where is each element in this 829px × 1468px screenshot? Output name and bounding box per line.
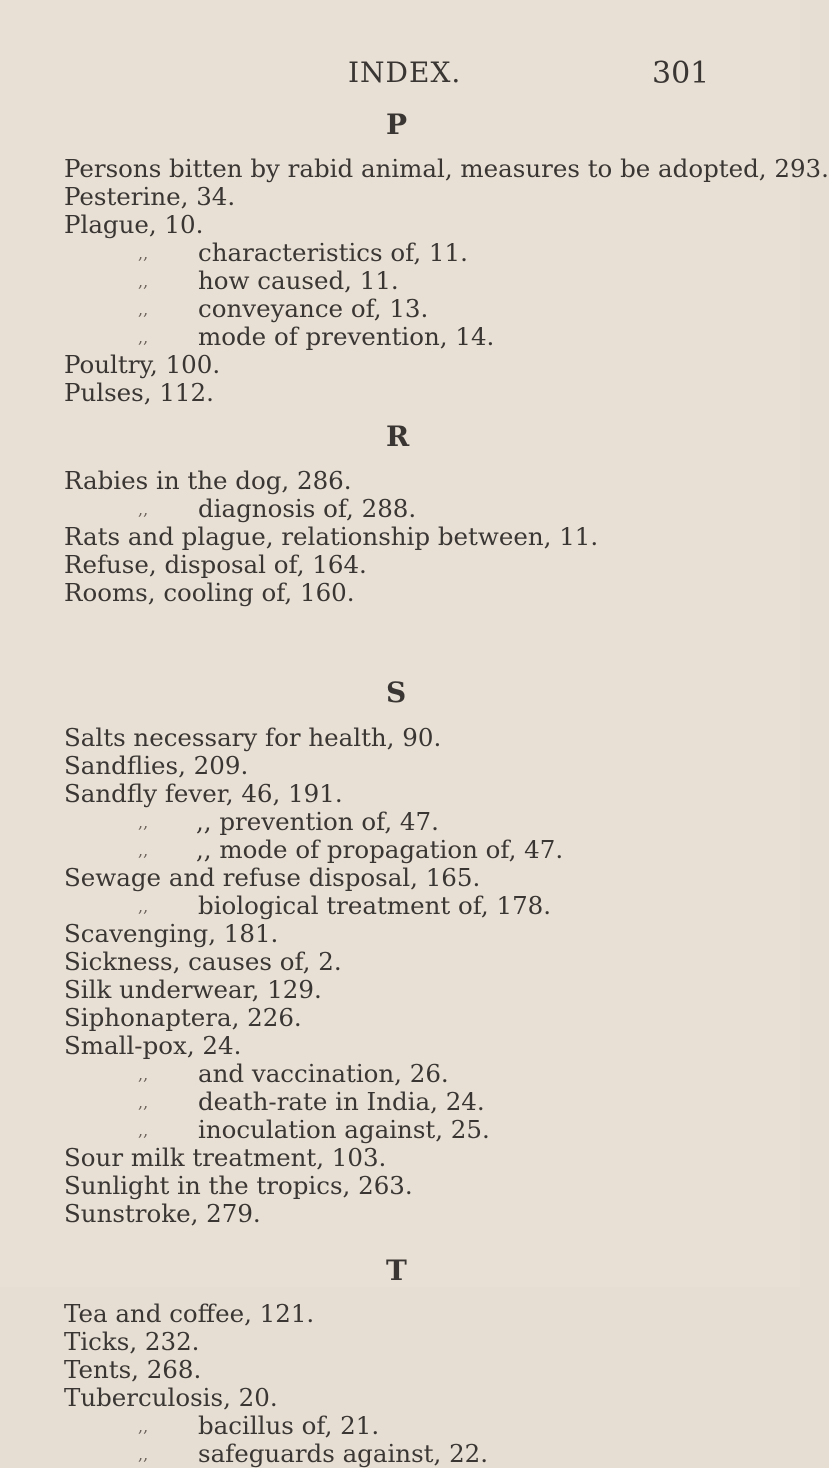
index-subentry: and vaccination, 26. [198,1059,449,1088]
section-letter-r: R [386,420,410,453]
ditto-mark: ,, [138,328,149,347]
index-entry: Scavenging, 181. [64,919,279,948]
index-entry: Pesterine, 34. [64,182,236,211]
index-entry: Sunlight in the tropics, 263. [64,1171,413,1200]
index-subentry: ,, mode of propagation of, 47. [196,835,564,864]
ditto-mark: ,, [138,813,149,832]
index-subentry: biological treatment of, 178. [198,891,552,920]
index-entry: Pulses, 112. [64,378,214,407]
index-subentry: bacillus of, 21. [198,1411,380,1440]
ditto-mark: ,, [138,897,149,916]
index-subentry: conveyance of, 13. [198,294,429,323]
index-subentry: how caused, 11. [198,266,399,295]
header-title: INDEX. [348,56,462,89]
ditto-mark: ,, [138,1065,149,1084]
index-subentry: safeguards against, 22. [198,1439,489,1468]
index-subentry: characteristics of, 11. [198,238,468,267]
index-entry: Tea and coffee, 121. [64,1299,315,1328]
section-letter-t: T [386,1254,407,1287]
ditto-mark: ,, [138,272,149,291]
index-entry: Persons bitten by rabid animal, measures to be adopted, 293. [64,154,829,183]
index-entry: Silk underwear, 129. [64,975,322,1004]
index-entry: Sunstroke, 279. [64,1199,261,1228]
index-entry: Rabies in the dog, 286. [64,466,352,495]
index-entry: Rats and plague, relationship between, 11. [64,522,599,551]
page-header [0,56,800,90]
index-entry: Small-pox, 24. [64,1031,242,1060]
index-subentry: mode of prevention, 14. [198,322,495,351]
index-entry: Sickness, causes of, 2. [64,947,342,976]
index-subentry: ,, prevention of, 47. [196,807,439,836]
page-number: 301 [652,56,710,91]
index-entry: Sandflies, 209. [64,751,249,780]
index-subentry: inoculation against, 25. [198,1115,490,1144]
ditto-mark: ,, [138,1121,149,1140]
ditto-mark: ,, [138,244,149,263]
ditto-mark: ,, [138,300,149,319]
index-entry: Plague, 10. [64,210,204,239]
index-entry: Sandfly fever, 46, 191. [64,779,343,808]
index-entry: Siphonaptera, 226. [64,1003,302,1032]
index-entry: Salts necessary for health, 90. [64,723,442,752]
section-letter-s: S [386,676,407,709]
index-entry: Refuse, disposal of, 164. [64,550,367,579]
ditto-mark: ,, [138,1417,149,1436]
index-entry: Poultry, 100. [64,350,221,379]
ditto-mark: ,, [138,1093,149,1112]
index-entry: Tuberculosis, 20. [64,1383,278,1412]
index-entry: Sour milk treatment, 103. [64,1143,387,1172]
index-entry: Tents, 268. [64,1355,202,1384]
index-entry: Sewage and refuse disposal, 165. [64,863,481,892]
index-entry: Ticks, 232. [64,1327,200,1356]
index-entry: Rooms, cooling of, 160. [64,578,355,607]
ditto-mark: ,, [138,841,149,860]
index-subentry: death-rate in India, 24. [198,1087,485,1116]
ditto-mark: ,, [138,500,149,519]
section-letter-p: P [386,108,408,141]
ditto-mark: ,, [138,1445,149,1464]
index-subentry: diagnosis of, 288. [198,494,417,523]
